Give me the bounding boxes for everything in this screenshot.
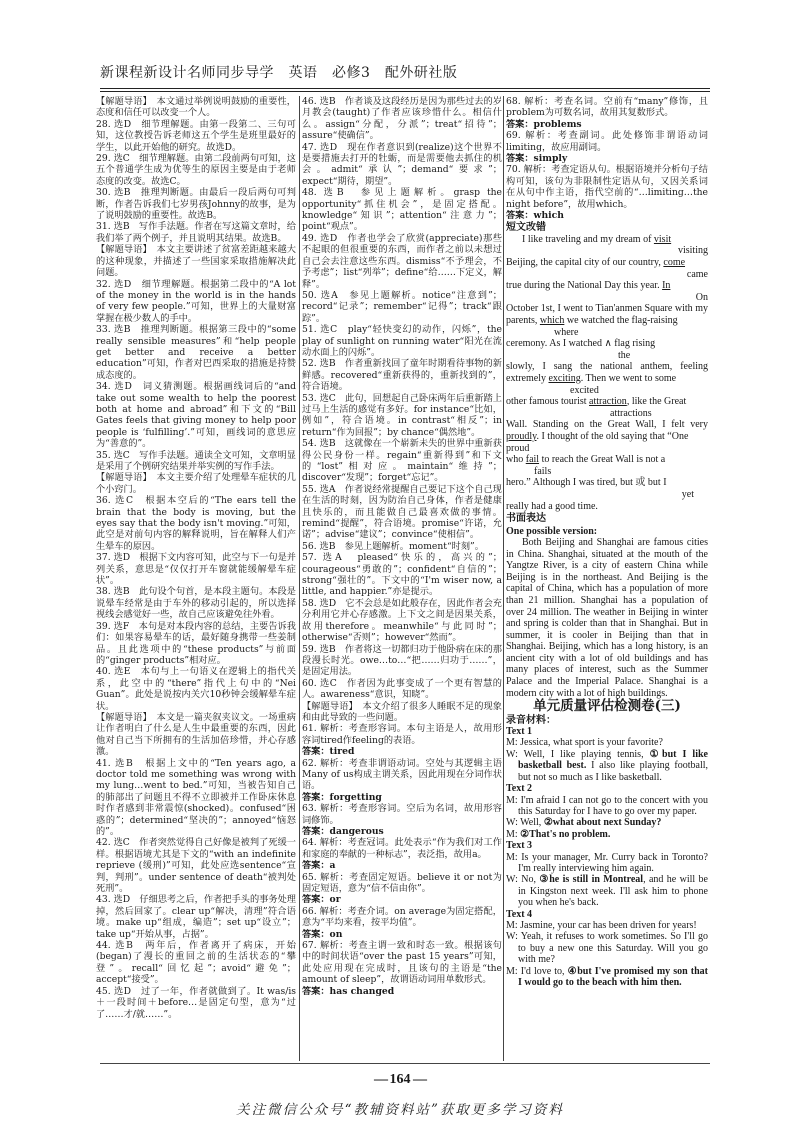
answer-line: 答案：problems [506, 118, 582, 130]
answer-explanation: 34. 选D 词义猜测题。根据画线词后的“and take out some wealth to help the poorest both at home and abroad”和下文的“Bill Gates feels that giving money to help poor people is ‘fulfilling’.”可知，画线词的意思应为“善意的”。 [96, 381, 296, 450]
answer-explanation: 29. 选C 细节理解题。由第二段前两句可知，这五个普通学生成为优等生的原因主要是由于老师态度的改变。故选C。 [96, 153, 296, 187]
grammar-fill-answers [506, 96, 708, 221]
answer-explanation: 58. 选D 它不会总是如此般存在，因此作者会充分利用它并心存感激。上下文之间是因果关系，故用therefore。meanwhile“与此同时”；otherwise“否则”；however“然而”。 [302, 597, 502, 644]
answer-explanation: 46. 选B 作者谈及这段经历是因为那些过去的岁月教会(taught)了作者应该珍惜什么。相信什么。assign“分配，分派”；treat“招待”；assure“使确信”。 [302, 96, 502, 142]
answer-explanation: 47. 选D 现在作者意识到(realize)这个世界不是要措施去打开的牡蛎，而是需要他去抓住的机会。admit“承认”；demand“要求”；expect“期待，期望”。 [302, 141, 502, 187]
correction-line: hero.” Although I was tired, but 或 but I [506, 477, 667, 489]
dialog-line: M: I'm afraid I can not go to the concert with you this Saturday for I have to go over my paper. [506, 794, 708, 817]
dialog-line: M: Jessica, what sport is your favorite? [506, 737, 663, 749]
answer-explanation: 70. 解析：考查定语从句。根据语境并分析句子结构可知，该句为非限制性定语从句，又因关系词在从句中作主语，指代空前的“…limiting…the night before”，故用which。 [506, 164, 708, 210]
page-number: — 164 — [374, 1072, 426, 1087]
answer-explanation: 30. 选B 推理判断题。由最后一段后两句可判断，作者告诉我们七岁男孩Johnny的故事，是为了说明鼓励的重要性。故选B。 [96, 187, 296, 222]
dialog-line: M: I'd love to, ④but I've promised my son that I would go to the beach with him then. [506, 965, 708, 988]
passage-guide: 【解题导语】 本文通过举例说明鼓励的重要性，态度和信任可以改变一个人。 [96, 96, 296, 119]
correction-fix: proud [506, 442, 530, 454]
listening-transcripts [506, 726, 708, 988]
answer-explanation: 28. 选D 细节理解题。由第一段第二、三句可知，这位教授告诉老师这五个学生是班里最好的学生，以此开始他的研究。故选D。 [96, 118, 296, 153]
text-label: Text 2 [506, 783, 533, 795]
answer-explanation: 43. 选D 仔细思考之后，作者把手头的事务处理掉，然后回家了。clear up“解决，清理”符合语境。make up“组成，编造”；set up“设立”；take up“开始从事，占据”。 [96, 894, 296, 940]
header-rule-thin [100, 91, 710, 92]
column-divider-right [503, 96, 504, 1061]
essay-paragraph: Both Beijing and Shanghai are famous cities in China. Shanghai, situated at the mouth of the Yangtze River, is a city of eastern China while Beijing is in the northeast. And Beijing is the capital of China, which has a population of more than 21 million. Shanghai has a population of over 24 million. The weather in Beijing in winter and spring is colder than that in Shanghai. But in summer, it is cooler in Beijing than that in Shanghai. Beijing, which has a long history, is an ancient city with a lot of old buildings and has many places of interest, such as the Summer Palace and the Imperial Palace. Shanghai is a modern city with a lot of high buildings. [506, 536, 708, 699]
dialog-line: M: Jasmine, your car has been driven for years! [506, 919, 697, 931]
answer-explanation: 49. 选D 作者也学会了欣赏(appreciate)那些不起眼的但很重要的东西，而作者之前以未想过自己会去注意这些东西。dismiss“不予理会，不予考虑”；list“列举”；define“给……下定义，解释”。 [302, 232, 502, 290]
answer-line: 答案：forgetting [302, 791, 382, 803]
answer-column-1 [96, 96, 296, 1074]
answer-line: 答案：simply [506, 153, 568, 165]
answer-explanation: 60. 选C 作者因为此事变成了一个更有智慧的人。awareness“意识，知晓”。 [302, 677, 502, 701]
dialog-line: M: Is your manager, Mr. Curry back in Toronto? I'm really interviewing him again. [506, 851, 708, 874]
correction-fix: fails [534, 465, 552, 477]
correction-line: other famous tourist attraction, like the Great [506, 396, 687, 408]
answer-column-2 [302, 96, 502, 1074]
footer-rule [100, 1063, 710, 1064]
answer-explanation: 68. 解析：考查名词。空前有“many”修饰，且problem为可数名词，故用其复数形式。 [506, 96, 708, 119]
writing-subtitle: One possible version: [506, 525, 598, 537]
correction-fix: visiting [677, 245, 708, 257]
correction-fix: attractions [610, 407, 652, 419]
dialog-line: W: Yeah, it refuses to work sometimes. So I'll go to buy a new one this Saturday. Will you go with me? [506, 931, 708, 966]
answer-explanation: 65. 解析：考查固定短语。believe it or not为固定短语，意为“信不信由你”。 [302, 871, 502, 895]
answer-explanation: 35. 选C 写作手法题。通读全文可知，文章明显是采用了个例研究结果并举实例的写作手法。 [96, 449, 296, 472]
correction-fix: excited [570, 384, 599, 396]
correction-fix: where [554, 326, 579, 338]
answer-explanation: 48. 选B 参见上题解析。grasp the opportunity“抓住机会”，是固定搭配。knowledge“知识”；attention“注意力”；point“观点”。 [302, 187, 502, 233]
answer-explanation: 39. 选F 本句是对本段内容的总结，主要告诉我们：如果容易晕车的话，最好随身携带一些姜制品。且此选项中的“these products”与前面的“ginger products”相对应。 [96, 620, 296, 666]
answer-explanation: 66. 解析：考查介词。on average为固定搭配，意为“平均来看，按平均值”。 [302, 905, 502, 929]
text-label: Text 1 [506, 726, 533, 738]
correction-line: really had a good time. [506, 500, 598, 512]
answer-column-3 [506, 96, 708, 1074]
answer-explanation: 57. 选A pleased“快乐的，高兴的”；courageous“勇敢的”；confident“自信的”；strong“强壮的”。下文中的“I'm wiser now, a little, and happier.”亦是提示。 [302, 552, 502, 598]
text-label: Text 3 [506, 840, 533, 852]
answer-explanation: 38. 选B 此句设个句首，是本段主题句。本段是说晕车经常是由于车外的移动引起的，所以选择视线会感觉好一些，故自己应该避免往外看。 [96, 586, 296, 621]
answer-explanation: 50. 选A 参见上题解析。notice“注意到”；record“记录”；remember“记得”；track“跟踪”。 [302, 289, 502, 324]
correction-fix: On [695, 291, 708, 303]
correction-line: Beijing, the capital city of our country, come [506, 257, 686, 269]
passage-guide: 【解题导语】 本文介绍了很多人睡眠不足的现象和由此导致的一些问题。 [302, 700, 502, 723]
answer-explanation: 37. 选D 根据下文内容可知，此空与下一句是并列关系，意思是“仅仅打开车窗就能缓解晕车症状”。 [96, 552, 296, 587]
correction-line: true during the National Day this year. In [506, 280, 671, 292]
dialog-line: W: No, ③he is still in Montreal, and he will be in Kingston next week. I'll ask him to phone you when he's back. [506, 874, 708, 909]
answer-line: 答案：tired [302, 746, 355, 758]
answer-explanation: 54. 选B 这就像在一个崭新未失的世界中重新获得公民身份一样。regain“重新得到”和下文的“lost”相对应。maintain“维持”；discover“发现”；forget“忘记”。 [302, 438, 502, 484]
answer-explanation: 32. 选D 细节理解题。根据第二段中的“A lot of the money in the world is in the hands of very few people.”可知，世界上的大量财富掌握在极少数人的手中。 [96, 278, 296, 324]
error-correction-passage [506, 234, 708, 512]
dialog-line: M: ②That's no problem. [506, 828, 611, 840]
answer-explanation: 31. 选B 写作手法题。作者在写这篇文章时，给我们举了两个例子，并且说明其结果。故选B。 [96, 221, 296, 244]
correction-line: who fail to reach the Great Wall is not a [506, 454, 666, 466]
answer-explanation: 55. 选A 作者说经常提醒自己要记下这个自己现在生活的时刻，因为防治自己身体，作者是健康且快乐的，而且能做自己最喜欢做的事情。remind“提醒”，符合语境。promise“许诺，允诺”；advise“建议”；convince“使相信”。 [302, 483, 502, 541]
dialog-line: W: Well, ②what about next Sunday? [506, 817, 662, 829]
answer-explanation: 45. 选D 过了一年，作者就做到了。It was/is＋一段时间＋before…是固定句型，意为“过了……才/就……”。 [96, 985, 296, 1020]
answer-explanation: 42. 选C 作者突然觉得自己好像是被判了死缓一样。根据语境尤其是下文的“with an indefinite reprieve (缓刑)”可知，此处应选sentence“宣判，判刑”。under sentence of death“被判处死刑”。 [96, 837, 296, 895]
correction-line: October 1st, I went to Tian'anmen Square with my parents, which we watched the flag-raising [506, 303, 708, 327]
answer-explanation: 40. 选E 本句与上一句语义在逻辑上的指代关系，此空中的“there”指代上句中的“Nei Guan”。此处是说按内关穴10秒钟会缓解晕车症状。 [96, 666, 296, 712]
answer-explanation: 67. 解析：考查主谓一致和时态一致。根据该句中的时间状语“over the past 15 years”可知，此处应用现在完成时，且该句的主语是“the amount of sleep”，故谓语动词用单数形式。 [302, 940, 502, 986]
model-essay [506, 537, 708, 699]
dialog-line: W: Well, I like playing tennis, ①but I like basketball best. I also like playing football, but not so much as I like basketball. [506, 748, 708, 783]
answer-explanation: 56. 选B 参见上题解析。moment“时刻”。 [302, 540, 484, 552]
correction-fix: came [686, 268, 708, 280]
correction-line: I like traveling and my dream of visit [522, 233, 672, 245]
answer-line: 答案：a [302, 860, 336, 872]
answer-explanation: 64. 解析：考查冠词。此处表示“作为我们对工作和家庭的奉献的一种标志”，表泛指，故用a。 [302, 837, 502, 860]
answer-explanation: 52. 选B 作者重新找回了童年时期看待事物的新鲜感。recovered“重新获得的，重新找到的”，符合语境。 [302, 358, 502, 393]
correction-line: ceremony. As I watched ∧ flag rising [506, 338, 656, 350]
passage-guide: 【解题导语】 本文主要介绍了处理晕车症状的几个小窍门。 [96, 472, 296, 495]
answer-explanation: 53. 选C 此句，回想起自己卧床两年后重新踏上过马上生活的感觉有多好。for instance“比如，例如”，符合语境。in contrast“相反”；in return“作为回报”；by chance“偶然地”。 [302, 392, 502, 438]
correction-line: Wall. Standing on the Great Wall, I felt very proudly. I thought of the old saying that “One [506, 419, 708, 442]
answer-line: 答案：which [506, 210, 564, 222]
correction-fix: the [618, 349, 631, 361]
header-rule [100, 88, 710, 89]
text-label: Text 4 [506, 908, 533, 920]
answer-line: 答案：dangerous [302, 826, 384, 837]
answer-line: 答案：or [302, 894, 341, 906]
column-divider-left [299, 96, 300, 1061]
answer-explanation: 63. 解析：考查形容词。空后为名词，故用形容词修饰。 [302, 803, 502, 826]
passage-guide: 【解题导语】 本文是一篇夹叙夹议文。一场重病让作者明白了什么是人生中最重要的东西，因此他对自己当下所拥有的生活加倍珍惜，并心存感激。 [96, 711, 296, 758]
listening-script-label: 录音材料： [506, 714, 556, 726]
correction-title: 短文改错 [506, 222, 546, 234]
running-header: 新课程新设计名师同步导学 英语 必修3 配外研社版 [100, 65, 458, 81]
answer-explanation: 59. 选B 作者将这一切都归功于他卧病在床的那段漫长时光。owe…to…“把……归功于……”，是固定用法。 [302, 643, 502, 678]
answer-explanation: 33. 选B 推理判断题。根据第三段中的“some really sensible measures”和“help people get better and receive a better education”可知，作者对巴西采取的措施是持赞成态度的。 [96, 324, 296, 381]
writing-title: 书面表达 [506, 513, 546, 525]
answer-explanation: 61. 解析：考查形容词。本句主语是人，故用形容词tired作feeling的表语。 [302, 723, 502, 746]
answer-line: 答案：on [302, 928, 343, 940]
answer-explanation: 62. 解析：考查非谓语动词。空处与其逻辑主语Many of us构成主谓关系，因此用现在分词作状语。 [302, 757, 502, 792]
answer-explanation: 51. 选C play“轻快变幻的动作，闪烁”，the play of sunlight on running water“阳光在流动水面上的闪烁”。 [302, 324, 502, 358]
correction-fix: yet [681, 488, 694, 500]
passage-guide: 【解题导语】 本文主要讲述了贫富差距越来越大的这种现象，并描述了一些国家采取措施解决此问题。 [96, 244, 296, 279]
answer-explanation: 36. 选C 根据本空后的“The ears tell the brain that the body is moving, but the eyes say that the body isn't moving.”可知，此空是对前句内容的解释说明，旨在解释人们产生晕车的原因。 [96, 495, 296, 552]
answer-explanation: 69. 解析：考查副词。此处修饰非谓语动词limiting，故应用副词。 [506, 130, 708, 153]
correction-line: slowly, I sang the national anthem, feeling extremely exciting. Then we went to some [506, 361, 708, 384]
answer-explanation: 44. 选B 两年后，作者离开了病床，开始(began)了漫长的重回之前的生活状态的“攀登”。recall“回忆起”；avoid“避免”；accept“接受”。 [96, 940, 296, 986]
unit-test-title: 单元质量评估检测卷(三) [533, 698, 681, 715]
answer-explanation: 41. 选B 根据上文中的“Ten years ago, a doctor told me something was wrong with my lung…went to bed.”可知，当被告知自己的肺部出了问题且不得不立即被并工作卧床休息时作者感到非常震惊(shocked)。confused“困惑的”；determined“坚决的”；annoyed“恼怒的”。 [96, 757, 296, 837]
promo-watermark: 关注微信公众号“教辅资料站”获取更多学习资料 [236, 1102, 564, 1118]
answer-line: 答案：has changed [302, 985, 395, 997]
